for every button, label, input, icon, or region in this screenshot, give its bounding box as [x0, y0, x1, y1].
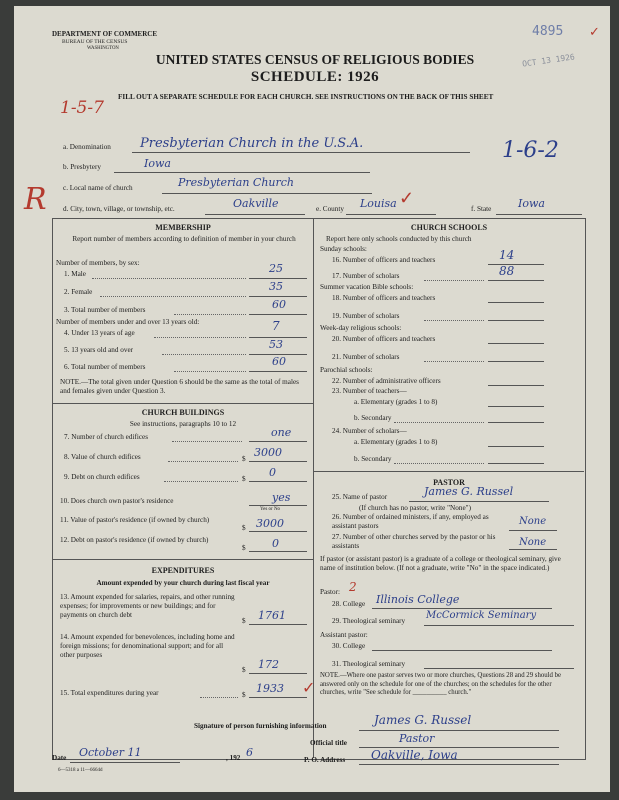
- q11-label: 11. Value of pastor's residence (if owned by church): [60, 516, 210, 524]
- membership-title: MEMBERSHIP: [155, 223, 211, 232]
- q16-label: 16. Number of officers and teachers: [332, 256, 436, 264]
- county-value: Louisa: [360, 197, 397, 210]
- official-title-label: Official title: [310, 739, 347, 747]
- q23-label: 23. Number of teachers—: [332, 387, 407, 395]
- parochial-heading: Parochial schools:: [320, 366, 373, 374]
- state-value: Iowa: [518, 197, 545, 210]
- q6-label: 6. Total number of members: [64, 363, 146, 371]
- summer-heading: Summer vacation Bible schools:: [320, 283, 414, 291]
- county-label: e. County: [316, 205, 344, 213]
- q26-value: None: [519, 516, 547, 527]
- code-left: 1-5-7: [60, 98, 104, 118]
- q29-label: 29. Theological seminary: [332, 617, 406, 625]
- q15-value: 1933: [256, 682, 284, 695]
- official-title-value: Pastor: [399, 732, 435, 745]
- age-heading: Number of members under and over 13 years old:: [56, 318, 200, 326]
- total-check: ✓: [302, 680, 316, 697]
- buildings-title: CHURCH BUILDINGS: [141, 408, 225, 417]
- po-address-value: Oakville, Iowa: [371, 748, 458, 762]
- year-label: , 192: [226, 754, 241, 762]
- q7-value: one: [271, 426, 292, 439]
- q5-label: 5. 13 years old and over: [64, 346, 134, 354]
- date-value: October 11: [79, 746, 142, 759]
- q28-label: 28. College: [332, 600, 366, 608]
- q10-value: yes: [272, 491, 291, 504]
- pastor-sub-label: Pastor:: [320, 588, 340, 596]
- denomination-label: a. Denomination: [63, 143, 111, 151]
- expenditures-title: EXPENDITURES: [151, 566, 215, 575]
- q15-label: 15. Total expenditures during year: [60, 689, 159, 697]
- q14-label: 14. Amount expended for benevolences, including home and foreign missions; for denominational support; and for all other purposes: [60, 633, 235, 659]
- code-right: 1-6-2: [502, 138, 559, 163]
- form-number: 6—5318 a 11—6664d: [58, 768, 103, 773]
- q25-value: James G. Russel: [424, 485, 514, 498]
- county-check: ✓: [399, 188, 415, 208]
- denomination-value: Presbyterian Church in the U.S.A.: [140, 136, 364, 151]
- q13-value: 1761: [258, 609, 286, 622]
- q3-value: 60: [272, 298, 286, 311]
- city-label: WASHINGTON: [87, 46, 119, 51]
- q30-label: 30. College: [332, 642, 366, 650]
- local-name-value: Presbyterian Church: [178, 176, 295, 189]
- census-schedule-sheet: DEPARTMENT OF COMMERCE BUREAU OF THE CENSUS WASHINGTON UNITED STATES CENSUS OF RELIGIOUS BODIES SCHEDULE: 1926 FILL OUT A SEPARATE SCHEDULE FOR EACH CHURCH. SEE INSTRUCTIONS ON THE BACK OF THIS SHEET 4895 ✓ OCT 13 1926 1-5-7 1-6-2 a. Denomination Presbyterian Church in the U.S.A. b. Presbytery Iowa c. Local name of church Presbyterian Church R d. City, town, village, or township, etc. Oakville e. County Louisa ✓ f. State Iowa MEMBERSHIP Report number of members according to definition of member in your church Number of members, by sex: 1. Male 25 2. Female 35 3. Total number of members 60 Number of members under and over 13 years old: 4. Under 13 years of age 7 5. 13 years old and over 53 6. Total number of members 60 NOTE.—The total given under Question 6 should be the same as the total of males and females given under Question 3. CHURCH BUILDINGS See instructions, paragraphs 10 to 12 7. Number of church edifices one 8. Value of church edifices $ 3000 9. Debt on church edifices $ 0 10. Does church own pastor's residence yes Yes or No 11. Value of pastor's residence (if owned by church) $ 3000 12. Debt on pastor's residence (if owned by church) $ 0 EXPENDITURES Amount expended by your church during last fiscal year 13. Amount expended for salaries, repairs, and other running expenses; for improvements or new buildings; and for payments on church debt $ 1761 14. Amount expended for benevolences, including home and foreign missions; for denominational support; and for all other purposes $ 172 15. Total expenditures during year $ 1933 ✓ CHURCH SCHOOLS Report here only schools conducted by this church Sunday schools: 16. Number of officers and teachers 14 17. Number of scholars 88 Summer vacation Bible schools: 18. Number of officers and teachers 19. Number of scholars Week-day religious schools: 20. Number of officers and teachers 21. Number of scholars Parochial schools: 22. Number of administrative officers 23. Number of teachers— a. Elementary (grades 1 to 8) b. Secondary 24. Number of scholars— a. Elementary (grades 1 to 8) b. Secondary PASTOR 25. Name of pastor James G. Russel (If church has no pastor, write "None") 26. Number of ordained ministers, if any, employed as assistant pastors None 27. Number of other churches served by the pastor or his assistants None If pastor (or assistant pastor) is a graduate of a college or theological seminary, give name of institution below. (If not a graduate, write "No" in the space indicated.) Pastor: 2 28. College Illinois College 29. Theological seminary McCormick Seminary Assistant pastor: 30. College 31. Theological seminary NOTE.—Where one pastor serves two or more churches, Questions 28 and 29 should be answered only on the schedule for one of the churches; on the schedules for the other churches, write "See schedule for __________ church." Signature of person furnishing information James G. Russel Official title Pastor Date October 11 , 192 6 P. O. Address Oakville, Iowa 6—5318 a 11—6664d: [14, 6, 610, 792]
- year-value: 6: [246, 746, 253, 759]
- q28-value: Illinois College: [376, 593, 460, 606]
- q31-label: 31. Theological seminary: [332, 660, 406, 668]
- q10-label: 10. Does church own pastor's residence: [60, 497, 174, 505]
- q24b-label: b. Secondary: [354, 455, 392, 463]
- yes-no-hint: Yes or No: [260, 507, 281, 512]
- q23b-label: b. Secondary: [354, 414, 392, 422]
- q9-value: 0: [269, 466, 276, 479]
- q23a-label: a. Elementary (grades 1 to 8): [354, 398, 438, 406]
- q20-label: 20. Number of officers and teachers: [332, 335, 436, 343]
- q11-value: 3000: [256, 517, 284, 530]
- instruction-line: FILL OUT A SEPARATE SCHEDULE FOR EACH CHURCH. SEE INSTRUCTIONS ON THE BACK OF THIS SHEET: [118, 93, 494, 101]
- q2-value: 35: [269, 280, 283, 293]
- weekday-heading: Week-day religious schools:: [320, 324, 402, 332]
- schools-intro: Report here only schools conducted by this church: [326, 235, 472, 243]
- q19-label: 19. Number of scholars: [332, 312, 400, 320]
- q25-note: (If church has no pastor, write "None"): [359, 504, 471, 512]
- schools-title: CHURCH SCHOOLS: [410, 223, 488, 232]
- q25-label: 25. Name of pastor: [332, 493, 388, 501]
- q21-label: 21. Number of scholars: [332, 353, 400, 361]
- state-label: f. State: [471, 205, 492, 213]
- presbytery-label: b. Presbytery: [63, 163, 101, 171]
- graduate-note: If pastor (or assistant pastor) is a graduate of a college or theological seminary, give name of institution below. (If not a graduate, write "No" in the space indicated.): [320, 555, 561, 572]
- q12-value: 0: [272, 537, 279, 550]
- mark-r: R: [24, 182, 47, 217]
- presbytery-value: Iowa: [144, 157, 171, 170]
- q26-label: 26. Number of ordained ministers, if any, employed as assistant pastors: [332, 513, 489, 530]
- q7-label: 7. Number of church edifices: [64, 433, 149, 441]
- pastor-title: PASTOR: [433, 478, 465, 487]
- dept-label: DEPARTMENT OF COMMERCE: [52, 30, 158, 38]
- q3-label: 3. Total number of members: [64, 306, 146, 314]
- po-address-label: P. O. Address: [304, 756, 346, 764]
- q5-value: 53: [269, 338, 283, 351]
- q12-label: 12. Debt on pastor's residence (if owned by church): [60, 536, 209, 544]
- q4-label: 4. Under 13 years of age: [64, 329, 135, 337]
- pastor-note: NOTE.—Where one pastor serves two or more churches, Questions 28 and 29 should be answered only on the schedule for one of the churches; on the schedules for the other churches, write "See schedule for __________ church.": [320, 672, 562, 696]
- q16-value: 14: [499, 248, 515, 262]
- q1-value: 25: [269, 262, 283, 275]
- signature-label: Signature of person furnishing information: [194, 722, 327, 730]
- q27-label: 27. Number of other churches served by the pastor or his assistants: [332, 533, 496, 550]
- asst-sub-label: Assistant pastor:: [320, 631, 368, 639]
- q27-value: None: [519, 537, 547, 548]
- pastor-mark: 2: [349, 580, 357, 594]
- city-label-field: d. City, town, village, or township, etc.: [63, 205, 175, 213]
- membership-note: NOTE.—The total given under Question 6 should be the same as the total of males and females given under Question 3.: [60, 378, 299, 395]
- sex-heading: Number of members, by sex:: [56, 259, 140, 267]
- bureau-label: BUREAU OF THE CENSUS: [62, 39, 128, 45]
- q8-value: 3000: [254, 446, 282, 459]
- q9-label: 9. Debt on church edifices: [64, 473, 140, 481]
- stamp-number: 4895: [532, 24, 564, 39]
- q1-label: 1. Male: [64, 270, 86, 278]
- buildings-intro: See instructions, paragraphs 10 to 12: [129, 420, 237, 428]
- q24a-label: a. Elementary (grades 1 to 8): [354, 438, 438, 446]
- date-label: Date: [52, 754, 67, 762]
- signature-value: James G. Russel: [374, 713, 472, 727]
- q17-value: 88: [499, 264, 515, 278]
- q17-label: 17. Number of scholars: [332, 272, 400, 280]
- membership-intro: Report number of members according to definition of member in your church: [72, 235, 296, 243]
- city-value: Oakville: [233, 197, 279, 210]
- form-title: UNITED STATES CENSUS OF RELIGIOUS BODIES: [155, 52, 475, 67]
- date-stamp: OCT 13 1926: [521, 52, 576, 69]
- expenditures-intro: Amount expended by your church during last fiscal year: [96, 579, 270, 587]
- q24-label: 24. Number of scholars—: [332, 427, 407, 435]
- sunday-heading: Sunday schools:: [320, 245, 367, 253]
- q14-value: 172: [258, 658, 279, 671]
- q4-value: 7: [272, 319, 280, 333]
- q2-label: 2. Female: [64, 288, 93, 296]
- q22-label: 22. Number of administrative officers: [332, 377, 441, 385]
- q6-value: 60: [272, 355, 286, 368]
- schedule-title: SCHEDULE: 1926: [250, 69, 380, 85]
- check-mark: ✓: [589, 24, 600, 39]
- q8-label: 8. Value of church edifices: [64, 453, 141, 461]
- q29-value: McCormick Seminary: [426, 610, 537, 621]
- local-name-label: c. Local name of church: [63, 184, 133, 192]
- q13-label: 13. Amount expended for salaries, repairs, and other running expenses; for improvements or new buildings; and for payments on church debt: [60, 593, 235, 619]
- q18-label: 18. Number of officers and teachers: [332, 294, 436, 302]
